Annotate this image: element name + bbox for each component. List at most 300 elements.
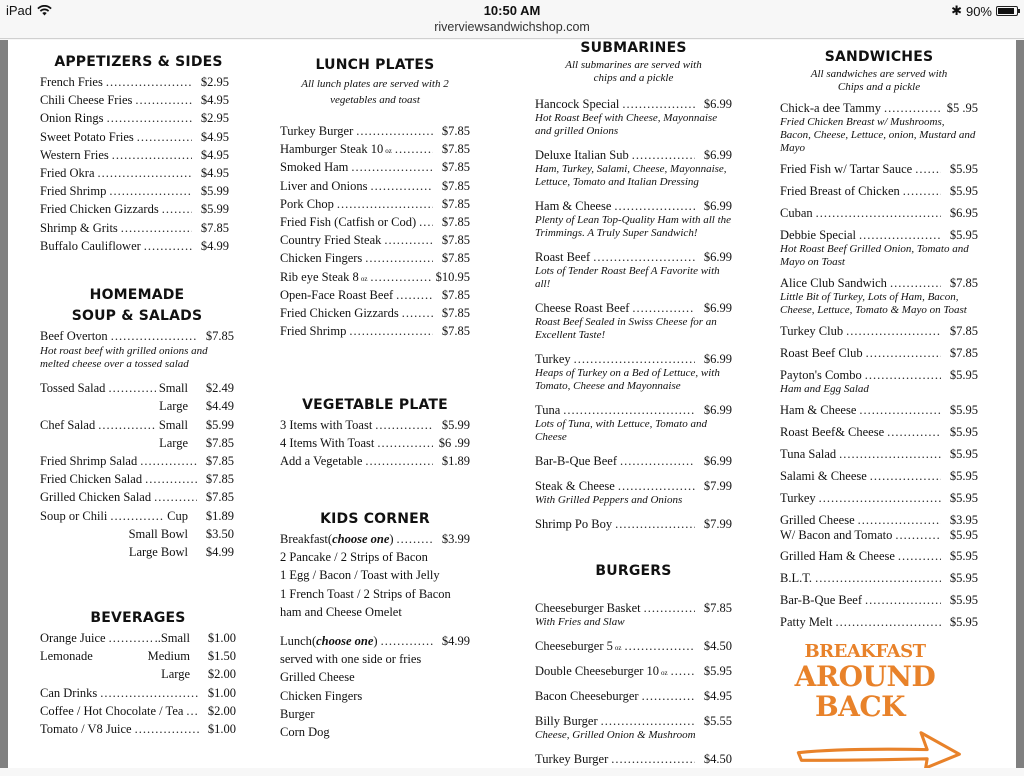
item-name: Fried Chicken Gizzards bbox=[280, 305, 399, 320]
menu-item bbox=[280, 122, 470, 140]
menu-item-row bbox=[40, 379, 234, 397]
menu-item-row bbox=[40, 416, 234, 434]
item-name: 4 Items With Toast bbox=[280, 436, 375, 451]
menu-item-row bbox=[280, 268, 470, 286]
item-name: Fried Breast of Chicken bbox=[780, 184, 900, 198]
dot-leader bbox=[98, 416, 156, 434]
item-name: Salami & Cheese bbox=[780, 469, 867, 483]
item-size: Small bbox=[158, 417, 188, 432]
item-name: Tuna Salad bbox=[780, 447, 837, 461]
menu-item-row bbox=[280, 434, 470, 452]
item-price: $1.50 bbox=[207, 649, 236, 664]
item-price: $3.99 bbox=[441, 532, 470, 546]
item-name: Roast Beef Club bbox=[780, 346, 863, 360]
menu-item bbox=[40, 507, 234, 562]
dot-leader bbox=[859, 227, 941, 243]
item-price: $1.00 bbox=[207, 721, 236, 736]
item-name: Ham & Cheese bbox=[535, 199, 612, 213]
menu-item bbox=[40, 128, 229, 146]
menu-item bbox=[780, 424, 978, 440]
menu-item bbox=[40, 146, 229, 164]
dot-leader bbox=[890, 275, 941, 291]
left-gutter bbox=[0, 40, 8, 768]
menu-item-row bbox=[40, 452, 234, 470]
menu-item-row bbox=[535, 751, 732, 767]
menu-item-row bbox=[535, 402, 732, 418]
item-description: Cheese, Grilled Onion & Mushroom bbox=[535, 729, 696, 741]
menu-item-variant bbox=[40, 665, 236, 683]
dot-leader bbox=[593, 249, 695, 265]
dot-leader bbox=[106, 73, 192, 91]
dot-leader bbox=[135, 720, 199, 738]
item-name: W/ Bacon and Tomato bbox=[780, 528, 893, 542]
menu-item bbox=[40, 164, 229, 182]
item-line: Burger bbox=[280, 706, 315, 721]
dot-leader bbox=[135, 91, 192, 109]
menu-item-row bbox=[535, 351, 732, 367]
menu-item bbox=[40, 720, 236, 738]
dot-leader bbox=[839, 446, 941, 462]
dot-leader bbox=[632, 147, 695, 163]
dot-leader bbox=[370, 268, 432, 286]
item-price: $7.85 bbox=[949, 324, 978, 338]
menu-item bbox=[280, 140, 470, 158]
item-name: Alice Club Sandwich bbox=[780, 276, 887, 290]
item-name: Turkey Burger bbox=[535, 752, 609, 766]
dot-leader bbox=[395, 140, 433, 158]
dot-leader bbox=[887, 424, 941, 440]
menu-item bbox=[40, 200, 229, 218]
section-title: APPETIZERS & SIDES bbox=[54, 54, 223, 70]
item-size: Cup bbox=[167, 508, 188, 523]
item-name: Smoked Ham bbox=[280, 160, 349, 175]
menu-item-row bbox=[40, 182, 229, 200]
item-line: Chicken Fingers bbox=[280, 688, 363, 703]
item-price: $7.85 bbox=[441, 124, 470, 138]
menu-item bbox=[535, 402, 732, 444]
item-line: served with one side or fries bbox=[280, 652, 422, 667]
item-line: 1 Egg / Bacon / Toast with Jelly bbox=[280, 568, 440, 583]
item-name: Payton's Combo bbox=[780, 368, 862, 382]
item-price: $10.95 bbox=[435, 269, 470, 284]
dot-leader bbox=[384, 231, 433, 249]
menu-item bbox=[535, 453, 732, 469]
menu-item bbox=[40, 73, 229, 91]
item-name: Ham & Cheese bbox=[780, 403, 857, 417]
menu-item bbox=[40, 219, 229, 237]
dot-leader bbox=[98, 164, 193, 182]
menu-item bbox=[780, 446, 978, 462]
menu-item-row bbox=[280, 195, 470, 213]
dot-leader bbox=[402, 304, 433, 322]
item-name: Bar-B-Que Beef bbox=[535, 454, 618, 468]
menu-item bbox=[280, 416, 470, 434]
item-name: Lunch bbox=[280, 633, 312, 648]
item-price: $7.85 bbox=[441, 305, 470, 320]
menu-item-row bbox=[780, 570, 978, 586]
dot-leader bbox=[615, 516, 695, 532]
battery-icon bbox=[996, 6, 1018, 16]
clock: 10:50 AM bbox=[483, 3, 541, 18]
menu-item bbox=[40, 702, 236, 720]
menu-item bbox=[780, 323, 978, 339]
item-name: Coffee / Hot Chocolate / Tea bbox=[40, 703, 184, 718]
dot-leader bbox=[337, 195, 433, 213]
menu-item-row bbox=[40, 702, 236, 720]
section-beverages bbox=[40, 608, 236, 738]
promo-line-2: AROUND bbox=[794, 660, 936, 693]
menu-item-row bbox=[280, 177, 470, 195]
menu-item-row bbox=[780, 614, 978, 630]
dot-leader bbox=[898, 548, 941, 564]
menu-item bbox=[535, 478, 732, 507]
dot-leader bbox=[866, 345, 941, 361]
dot-leader bbox=[611, 751, 695, 767]
menu-item bbox=[780, 100, 978, 155]
dot-leader bbox=[846, 323, 941, 339]
menu-item bbox=[535, 351, 732, 393]
right-gutter bbox=[1016, 40, 1024, 768]
dot-leader bbox=[601, 713, 695, 729]
item-price: $5.95 bbox=[949, 425, 978, 439]
menu-item-row bbox=[40, 684, 236, 702]
menu-item-row bbox=[280, 158, 470, 176]
section-subtitle: All submarines are served with chips and a pickle bbox=[565, 59, 702, 84]
menu-item-row bbox=[40, 146, 229, 164]
dot-leader bbox=[112, 146, 192, 164]
item-name: Sweet Potato Fries bbox=[40, 129, 134, 144]
menu-item-row bbox=[40, 128, 229, 146]
dot-leader bbox=[614, 198, 695, 214]
item-name: Lemonade bbox=[40, 649, 93, 664]
menu-item-row bbox=[535, 713, 732, 729]
item-price: $6.99 bbox=[703, 403, 732, 417]
arrow-right-icon bbox=[770, 722, 1000, 768]
item-line: 1 French Toast / 2 Strips of Bacon bbox=[280, 586, 451, 601]
item-price: $7.85 bbox=[205, 329, 234, 343]
dot-leader bbox=[356, 122, 433, 140]
item-note: choose one bbox=[316, 633, 374, 648]
oz-superscript: oz bbox=[360, 274, 368, 283]
item-name: B.L.T. bbox=[780, 571, 813, 585]
item-name: Open-Face Roast Beef bbox=[280, 287, 394, 302]
menu-item-row bbox=[535, 688, 732, 704]
item-name: Turkey Club bbox=[780, 324, 844, 338]
dot-leader bbox=[365, 452, 433, 470]
item-name: Beef Overton bbox=[40, 329, 108, 343]
dot-leader bbox=[835, 614, 941, 630]
menu-item bbox=[280, 530, 470, 548]
dot-leader bbox=[644, 600, 695, 616]
item-price: $6.99 bbox=[703, 250, 732, 264]
dot-leader bbox=[563, 402, 695, 418]
dot-leader bbox=[865, 592, 941, 608]
item-price: $7.85 bbox=[205, 453, 234, 468]
dot-leader bbox=[186, 702, 199, 720]
dot-leader bbox=[620, 453, 695, 469]
item-name: Cuban bbox=[780, 206, 813, 220]
menu-item-row bbox=[40, 73, 229, 91]
dot-leader bbox=[895, 528, 941, 542]
menu-item-row bbox=[280, 140, 470, 158]
item-description: Hot roast beef with grilled onions and melted cheese over a tossed salad bbox=[40, 345, 208, 371]
dot-leader bbox=[100, 684, 199, 702]
item-size: Small Bowl bbox=[128, 526, 188, 541]
menu-item-row bbox=[40, 109, 229, 127]
dot-leader bbox=[642, 688, 695, 704]
item-description: Ham and Egg Salad bbox=[780, 383, 869, 395]
item-name: Grilled Chicken Salad bbox=[40, 490, 152, 505]
item-price: $3.95 bbox=[949, 513, 978, 527]
item-name: Deluxe Italian Sub bbox=[535, 148, 629, 162]
item-price: $1.00 bbox=[207, 685, 236, 700]
item-name: Liver and Onions bbox=[280, 178, 368, 193]
item-size: Medium bbox=[147, 649, 190, 664]
item-price: $6 .99 bbox=[438, 436, 470, 451]
item-price: $4.95 bbox=[703, 689, 732, 703]
dot-leader bbox=[108, 379, 155, 397]
dot-leader bbox=[903, 183, 941, 199]
menu-item bbox=[280, 249, 470, 267]
menu-item-row bbox=[780, 548, 978, 564]
item-size: Large bbox=[159, 399, 188, 414]
dot-leader bbox=[858, 512, 941, 528]
item-name: French Fries bbox=[40, 75, 103, 89]
menu-item bbox=[780, 592, 978, 608]
item-price: $5.95 bbox=[949, 491, 978, 505]
menu-item-row bbox=[535, 516, 732, 532]
item-name: Turkey bbox=[535, 352, 571, 366]
menu-item bbox=[40, 647, 236, 683]
item-price: $4.50 bbox=[703, 639, 732, 653]
menu-item bbox=[280, 195, 470, 213]
dot-leader bbox=[622, 96, 695, 112]
item-price: $7.85 bbox=[441, 324, 470, 339]
item-price: $2.95 bbox=[200, 75, 229, 89]
item-price: $4.99 bbox=[200, 238, 229, 253]
dot-leader bbox=[618, 478, 695, 494]
menu-item-row bbox=[280, 304, 470, 322]
menu-item bbox=[780, 205, 978, 221]
item-name: Fried Shrimp bbox=[280, 324, 347, 339]
item-name: Tomato / V8 Juice bbox=[40, 721, 132, 736]
item-price: $5.99 bbox=[200, 184, 229, 199]
menu-item-row bbox=[535, 300, 732, 316]
dot-leader bbox=[162, 200, 192, 218]
menu-item bbox=[780, 614, 978, 630]
menu-item-variant bbox=[780, 528, 978, 542]
dot-leader bbox=[107, 109, 192, 127]
item-price: $6.95 bbox=[949, 206, 978, 220]
url-bar[interactable]: riverviewsandwichshop.com bbox=[434, 20, 590, 34]
item-name: Western Fries bbox=[40, 147, 109, 162]
item-price: $7.85 bbox=[205, 435, 234, 450]
dot-leader bbox=[632, 300, 695, 316]
item-line: Grilled Cheese bbox=[280, 670, 355, 685]
menu-item bbox=[40, 237, 229, 255]
dot-leader bbox=[144, 237, 192, 255]
item-price: $7.85 bbox=[441, 233, 470, 248]
section-appetizers bbox=[40, 52, 229, 255]
menu-item-row bbox=[280, 322, 470, 340]
item-price: $1.89 bbox=[441, 454, 470, 469]
menu-item bbox=[40, 109, 229, 127]
dot-leader bbox=[816, 205, 941, 221]
menu-item bbox=[280, 213, 470, 231]
menu-item-variant bbox=[40, 434, 234, 452]
item-name: Turkey bbox=[780, 491, 816, 505]
menu-item bbox=[40, 470, 234, 488]
menu-item-row bbox=[780, 424, 978, 440]
item-price: $5.95 bbox=[949, 184, 978, 198]
dot-leader bbox=[865, 367, 941, 383]
menu-item-row bbox=[280, 213, 470, 231]
item-price: $2.95 bbox=[200, 111, 229, 126]
dot-leader bbox=[137, 128, 192, 146]
menu-item bbox=[40, 327, 234, 371]
item-name: Can Drinks bbox=[40, 685, 98, 700]
item-price: $5.95 bbox=[949, 368, 978, 382]
menu-item-row bbox=[280, 416, 470, 434]
dot-leader bbox=[140, 452, 197, 470]
item-description: Hot Roast Beef Grilled Onion, Tomato and Mayo on Toast bbox=[780, 243, 969, 268]
item-price: $2.49 bbox=[205, 381, 234, 396]
item-price: $5.99 bbox=[441, 418, 470, 432]
item-price: $4.99 bbox=[441, 633, 470, 648]
item-name: Roast Beef bbox=[535, 250, 591, 264]
oz-superscript: oz bbox=[614, 644, 622, 652]
menu-item-row bbox=[40, 327, 234, 345]
item-price: $7.85 bbox=[949, 346, 978, 360]
menu-item-row bbox=[535, 453, 732, 469]
menu-item-row bbox=[535, 663, 732, 679]
menu-item bbox=[780, 227, 978, 269]
item-description: Hot Roast Beef with Cheese, Mayonnaise and grilled Onions bbox=[535, 112, 718, 137]
item-description: Little Bit of Turkey, Lots of Ham, Bacon, Cheese, Lettuce, Tomato & Mayo on Toast bbox=[780, 291, 967, 316]
dot-leader bbox=[109, 629, 152, 647]
item-price: $7.99 bbox=[703, 517, 732, 531]
section-title: SUBMARINES bbox=[580, 40, 687, 56]
item-description: With Grilled Peppers and Onions bbox=[535, 494, 683, 506]
item-price: $6.99 bbox=[703, 301, 732, 315]
item-name: Fried Chicken Salad bbox=[40, 472, 143, 487]
menu-item bbox=[280, 452, 470, 470]
menu-item bbox=[780, 570, 978, 586]
item-price: $5 .95 bbox=[946, 101, 978, 115]
item-price: $7.85 bbox=[703, 601, 732, 615]
menu-item bbox=[780, 275, 978, 317]
dot-leader bbox=[370, 177, 433, 195]
menu-item bbox=[40, 452, 234, 470]
item-price: $7.85 bbox=[441, 251, 470, 266]
menu-item bbox=[280, 304, 470, 322]
menu-item bbox=[780, 548, 978, 564]
dot-leader bbox=[397, 530, 433, 548]
item-price: $4.95 bbox=[200, 147, 229, 162]
menu-item-row bbox=[280, 249, 470, 267]
menu-item bbox=[535, 638, 732, 654]
item-description: Lots of Tuna, with Lettuce, Tomato and Cheese bbox=[535, 418, 707, 443]
menu-item-row bbox=[535, 600, 732, 616]
menu-item bbox=[40, 182, 229, 200]
menu-item bbox=[40, 684, 236, 702]
dot-leader bbox=[154, 488, 197, 506]
section-title: SANDWICHES bbox=[824, 49, 934, 65]
section-soups-salads bbox=[40, 285, 234, 561]
menu-item-row bbox=[535, 198, 732, 214]
section-lunch-plates bbox=[280, 55, 470, 340]
menu-item bbox=[535, 516, 732, 532]
menu-item-row bbox=[780, 183, 978, 199]
menu-item-variant bbox=[40, 397, 234, 415]
section-title: KIDS CORNER bbox=[320, 511, 430, 527]
menu-item bbox=[780, 183, 978, 199]
device-name: iPad bbox=[6, 3, 33, 18]
menu-item-row bbox=[780, 345, 978, 361]
menu-item bbox=[535, 600, 732, 629]
item-name: Bacon Cheeseburger bbox=[535, 689, 639, 703]
item-price: $4.95 bbox=[200, 93, 229, 108]
item-description: Roast Beef Sealed in Swiss Cheese for an Excellent Taste! bbox=[535, 316, 717, 341]
item-price: $5.55 bbox=[703, 714, 732, 728]
menu-item-variant bbox=[40, 543, 234, 561]
item-name: Pork Chop bbox=[280, 196, 334, 211]
item-price: $7.85 bbox=[205, 490, 234, 505]
menu-item bbox=[40, 379, 234, 415]
menu-item-row bbox=[535, 478, 732, 494]
menu-item-row bbox=[780, 468, 978, 484]
dot-leader bbox=[110, 507, 164, 525]
item-name: Tuna bbox=[535, 403, 561, 417]
item-price: $4.95 bbox=[200, 129, 229, 144]
item-name: Orange Juice bbox=[40, 631, 106, 645]
breakfast-around-back-sign bbox=[770, 642, 1000, 768]
item-price: $7.85 bbox=[441, 142, 470, 157]
section-title: VEGETABLE PLATE bbox=[302, 397, 448, 413]
item-size: Large bbox=[159, 435, 188, 450]
item-price: $5.95 bbox=[949, 228, 978, 242]
menu-item bbox=[280, 632, 470, 650]
item-size: Large bbox=[161, 667, 190, 682]
item-price: $5.95 bbox=[949, 469, 978, 483]
item-name: Breakfast bbox=[280, 532, 328, 546]
dot-leader bbox=[815, 570, 941, 586]
menu-item-row bbox=[40, 647, 236, 665]
bluetooth-icon: ✱ bbox=[951, 3, 962, 18]
menu-item bbox=[780, 345, 978, 361]
menu-item bbox=[40, 416, 234, 452]
dot-leader bbox=[396, 286, 433, 304]
menu-item bbox=[780, 490, 978, 506]
item-name: Roast Beef& Cheese bbox=[780, 425, 885, 439]
section-burgers bbox=[535, 561, 732, 776]
menu-item-row: Lunch ( choose one ) ..... $4.99 bbox=[280, 632, 470, 650]
dot-leader bbox=[109, 182, 192, 200]
item-price: $5.95 bbox=[949, 571, 978, 585]
item-price: $4.99 bbox=[205, 544, 234, 559]
menu-item bbox=[280, 434, 470, 452]
item-price: $5.99 bbox=[205, 417, 234, 432]
menu-item bbox=[535, 713, 732, 742]
item-name: Add a Vegetable bbox=[280, 454, 363, 469]
item-price: $1.89 bbox=[205, 508, 234, 523]
menu-item-row bbox=[780, 512, 978, 528]
item-description: Plenty of Lean Top-Quality Ham with all the Trimmings. A Truly Super Sandwich! bbox=[535, 214, 732, 239]
item-name: Patty Melt bbox=[780, 615, 833, 629]
item-price: $7.85 bbox=[441, 160, 470, 175]
menu-item bbox=[280, 286, 470, 304]
dot-leader bbox=[145, 470, 197, 488]
